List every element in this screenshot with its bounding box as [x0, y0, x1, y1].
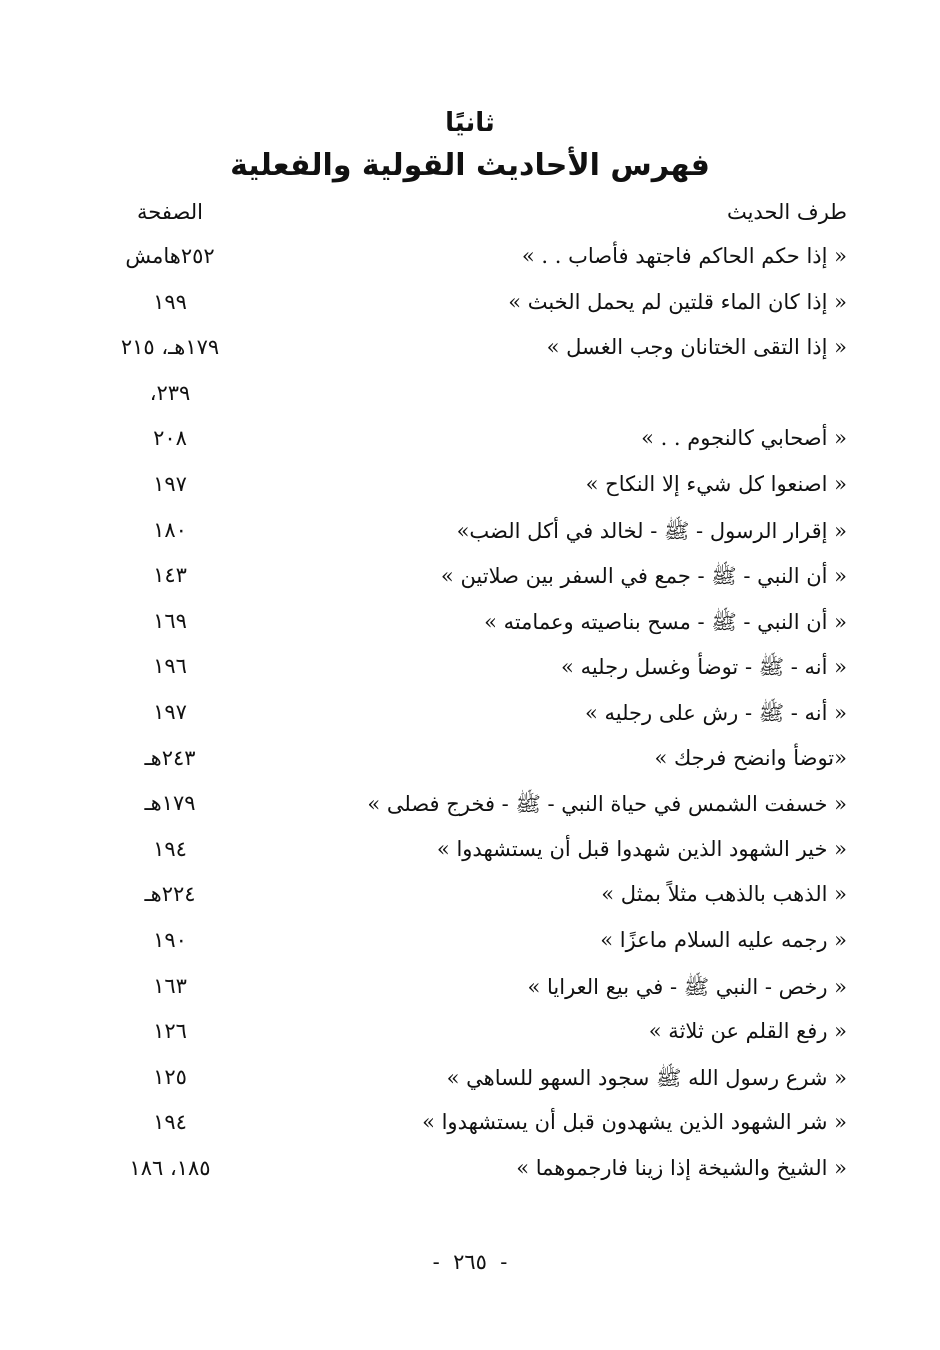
column-header-page: الصفحة [137, 200, 203, 224]
page-reference: ٢٠٨ [153, 426, 187, 451]
page-reference: ١٦٩ [153, 608, 187, 633]
page-reference: ١٤٣ [153, 563, 187, 588]
hadith-text: « خسفت الشمس في حياة النبي - ﷺ - فخرج فصلى » [367, 792, 847, 817]
page-reference: ٢٢٤هـ [144, 882, 196, 907]
page-reference: ١٨٠ [153, 517, 187, 542]
list-item [0, 650, 940, 696]
page-number: - ٢٦٥ - [432, 1250, 508, 1274]
list-item [0, 696, 940, 742]
hadith-text: « شرع رسول الله ﷺ سجود السهو للساهي » [446, 1065, 847, 1090]
hadith-text: « الشيخ والشيخة إذا زينا فارجموهما » [516, 1155, 847, 1180]
page-reference: ١٩٩ [153, 289, 187, 314]
page-reference: ١٦٣ [153, 973, 187, 998]
page-reference: ١٩٠ [153, 927, 187, 952]
list-item [0, 787, 940, 833]
hadith-text: « شر الشهود الذين يشهدون قبل أن يستشهدوا » [422, 1110, 847, 1135]
hadith-text: « رفع القلم عن ثلاثة » [648, 1019, 847, 1044]
hadith-text: « إذا حكم الحاكم فاجتهد فأصاب . . » [521, 244, 847, 268]
section-number-heading: ثانيًا [445, 108, 495, 138]
list-item [0, 833, 940, 879]
index-list [0, 240, 940, 1197]
page-reference: ١٨٥، ١٨٦ [129, 1155, 211, 1180]
hadith-text: « إقرار الرسول - ﷺ - لخالد في أكل الضب» [456, 518, 847, 543]
page-reference: ١٩٤ [153, 836, 187, 861]
page-reference: ١٩٧ [153, 471, 187, 496]
page-reference: ١٧٩هـ، ٢١٥ [120, 335, 220, 360]
hadith-text: « الذهب بالذهب مثلاً بمثل » [601, 882, 847, 907]
list-item [0, 1152, 940, 1198]
list-item [0, 970, 940, 1016]
list-item [0, 742, 940, 788]
hadith-text: « إذا التقى الختانان وجب الغسل » [546, 335, 847, 360]
column-header-hadith: طرف الحديث [726, 200, 847, 224]
hadith-text: « أن النبي - ﷺ - مسح بناصيته وعمامته » [484, 609, 847, 634]
hadith-text: « أن النبي - ﷺ - جمع في السفر بين صلاتين » [440, 564, 847, 589]
page-reference: ٢٥٢هامش [125, 244, 215, 268]
list-item [0, 1061, 940, 1107]
page-reference: ١٢٦ [153, 1019, 187, 1044]
page-reference: ١٧٩هـ [144, 791, 196, 816]
hadith-text: «توضأ وانضح فرجك » [654, 745, 847, 770]
list-item [0, 924, 940, 970]
list-item [0, 1106, 940, 1152]
hadith-text: « أنه - ﷺ - رش على رجليه » [584, 700, 847, 725]
list-item [0, 878, 940, 924]
list-item [0, 422, 940, 468]
list-item [0, 377, 940, 423]
list-item [0, 286, 940, 332]
list-item [0, 514, 940, 560]
page-reference: ٢٤٣هـ [144, 745, 196, 770]
page-reference: ١٢٥ [153, 1064, 187, 1089]
hadith-text: « إذا كان الماء قلتين لم يحمل الخبث » [508, 289, 847, 314]
page-title: فهرس الأحاديث القولية والفعلية [230, 148, 710, 183]
list-item [0, 331, 940, 377]
hadith-text: « رجمه عليه السلام ماعزًا » [600, 927, 847, 952]
list-item [0, 559, 940, 605]
hadith-text: « أنه - ﷺ - توضأ وغسل رجليه » [561, 655, 847, 680]
page-reference: ٢٣٩، [149, 380, 191, 405]
page-reference: ١٩٧ [153, 699, 187, 724]
page-reference: ١٩٦ [153, 654, 187, 679]
list-item [0, 240, 940, 286]
list-item [0, 468, 940, 514]
hadith-text: « رخص - النبي ﷺ - في بيع العرايا » [527, 974, 847, 999]
page-reference: ١٩٤ [153, 1110, 187, 1135]
hadith-text: « خير الشهود الذين شهدوا قبل أن يستشهدوا » [436, 836, 847, 861]
list-item [0, 605, 940, 651]
hadith-text: « اصنعوا كل شيء إلا النكاح » [585, 471, 847, 496]
hadith-text: « أصحابي كالنجوم . . » [641, 426, 847, 451]
list-item [0, 1015, 940, 1061]
